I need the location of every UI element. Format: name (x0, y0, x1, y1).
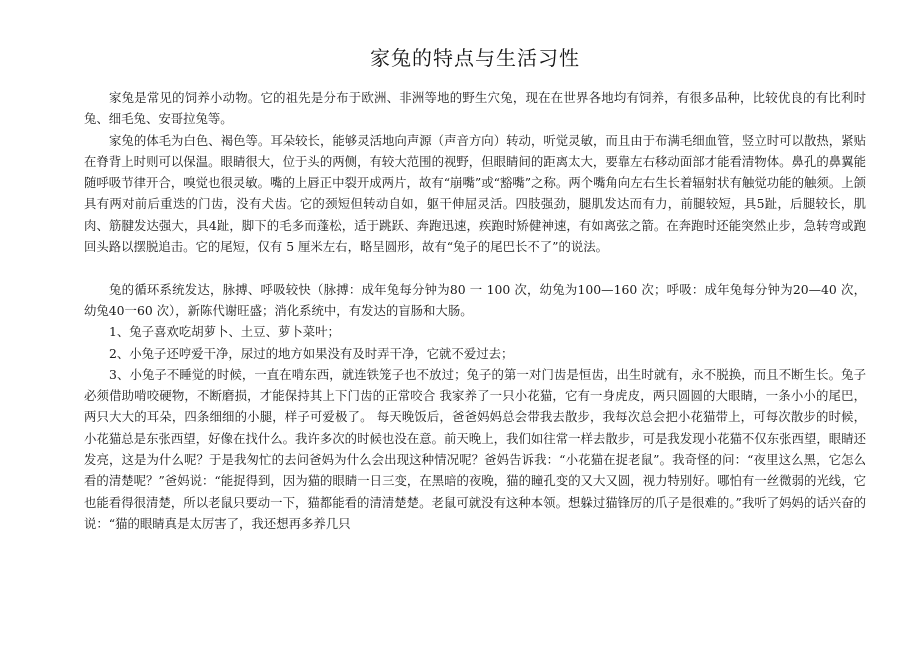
paragraph-body-features: 家兔的体毛为白色、褐色等。耳朵较长，能够灵活地向声源（声音方向）转动，听觉灵敏，而且由于布满毛细血管，竖立时可以散热，紧贴在脊背上时则可以保温。眼睛很大，位于头的两侧，有较大范围的视野，但眼睛间的距离太大，要靠左右移动面部才能看清物体。鼻孔的鼻翼能随呼吸节律开合，嗅觉也很灵敏。嘴的上唇正中裂开成两片，故有“崩嘴”或“豁嘴”之称。两个嘴角向左右生长着辐射状有触觉功能的触须。上颌具有两对前后重迭的门齿，没有犬齿。它的颈短但转动自如，躯干伸屈灵活。四肢强劲，腿肌发达而有力，前腿较短，具5趾，后腿较长，肌肉、筋腱发达强大，具4趾，脚下的毛多而蓬松，适于跳跃、奔跑迅速，疾跑时矫健神速，有如离弦之箭。在奔跑时还能突然止步，急转弯或跑回头路以摆脱追击。它的尾短，仅有 5 厘米左右，略呈圆形，故有“兔子的尾巴长不了”的说法。 (84, 132, 866, 255)
list-item-2: 2、小兔子还哼爱干净，尿过的地方如果没有及时弄干净，它就不爱过去； (109, 345, 514, 361)
paragraph-circulation: 兔的循环系统发达，脉搏、呼吸较快（脉搏：成年兔每分钟为80 一 100 次，幼兔为100—160 次；呼吸：成年兔每分钟为20—40 次，幼兔40一60 次），新陈代谢旺盛；消化系统中，有发达的盲肠和大肠。 (84, 281, 866, 318)
list-item-1: 1、兔子喜欢吃胡萝卜、土豆、萝卜菜叶； (109, 324, 340, 340)
document-body (84, 87, 866, 534)
document-title: 家兔的特点与生活习性 (370, 46, 580, 70)
blank-line (84, 257, 866, 278)
list-item-3: 3、小兔子不睡觉的时候，一直在啃东西，就连铁笼子也不放过；兔子的第一对门齿是恒齿，出生时就有，永不脱换，而且不断生长。兔子必须借助啃咬硬物，不断磨损，才能保持其上下门齿的正常咬合 我家养了一只小花猫，它有一身虎皮，两只圆圆的大眼睛，一条小小的尾巴，两只大大的耳朵，四条细细的小腿，样子可爱极了。 每天晚饭后，爸爸妈妈总会带我去散步，我每次总会把小花猫带上，可每次散步的时候，小花猫总是东张西望，好像在找什么。我许多次的时候也没在意。前天晚上，我们如往常一样去散步，可是我发现小花猫不仅东张西望，眼睛还发亮，这是为什么呢？于是我匆忙的去问爸妈为什么会出现这种情况呢？爸妈告诉我：“小花猫在捉老鼠”。我奇怪的问：“夜里这么黑，它怎么看的清楚呢？”爸妈说：“能捉得到，因为猫的眼睛一日三变，在黑暗的夜晚，猫的瞳孔变的又大又圆，视力特别好。哪怕有一丝微弱的光线，它也能看得很清楚，所以老鼠只要动一下，猫都能看的清清楚楚。老鼠可就没有这种本领。想躲过猫锋厉的爪子是很难的。”我听了妈妈的话兴奋的说：“猫的眼睛真是太厉害了，我还想再多养几只 (84, 366, 866, 531)
paragraph-intro: 家兔是常见的饲养小动物。它的祖先是分布于欧洲、非洲等地的野生穴兔，现在在世界各地均有饲养，有很多品种，比较优良的有比利时兔、细毛兔、安哥拉兔等。 (84, 90, 866, 127)
document-page (84, 0, 866, 534)
